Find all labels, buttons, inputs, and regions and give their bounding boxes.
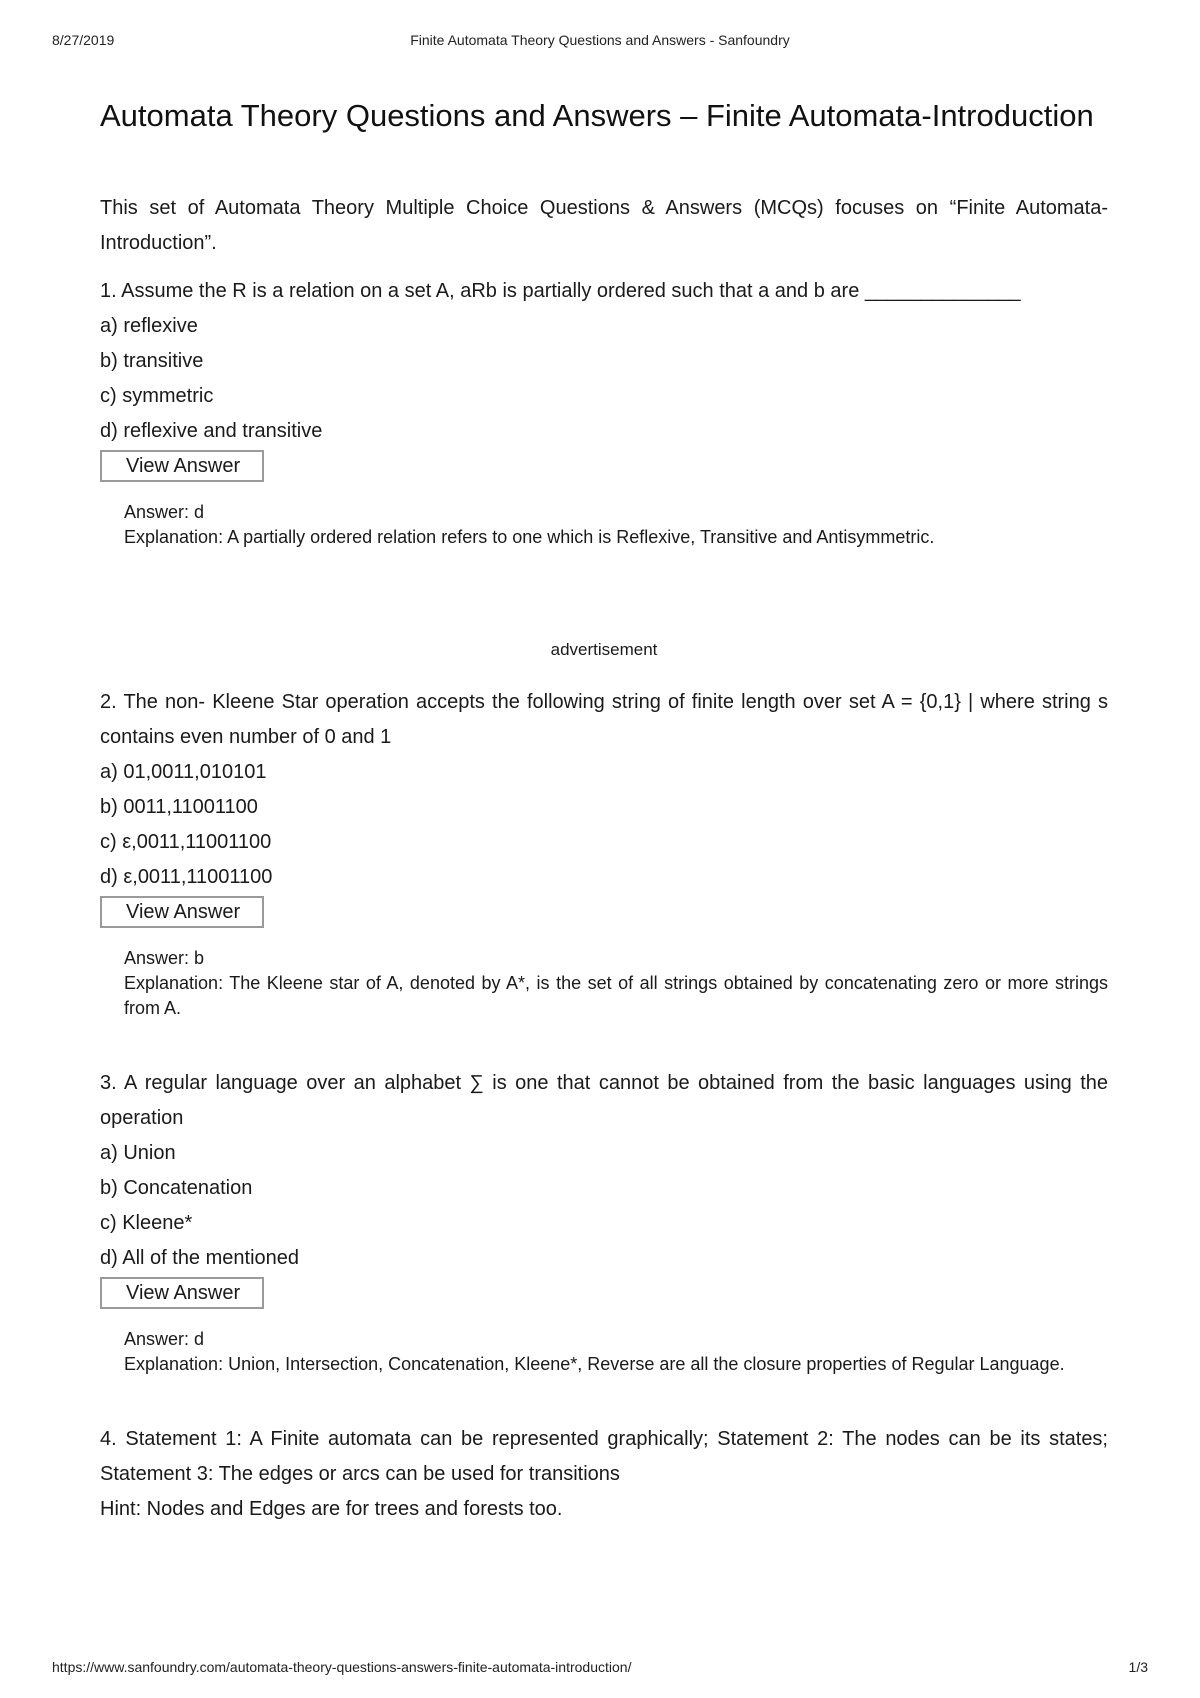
explanation-text: Explanation: The Kleene star of A, denoted by A*, is the set of all strings obtained by concatenating zero or more strings from A.: [124, 973, 1108, 1018]
answer-text: Answer: d: [124, 1329, 205, 1349]
answer-text: Answer: d: [124, 502, 205, 522]
advertisement-label: advertisement: [550, 640, 658, 659]
question-text: 1. Assume the R is a relation on a set A, aRb is partially ordered such that a and b are ______________: [100, 280, 1021, 302]
article-title: Automata Theory Questions and Answers – Finite Automata-Introduction: [100, 98, 1094, 133]
view-answer-button[interactable]: View Answer: [100, 1277, 264, 1309]
print-date: 8/27/2019: [52, 32, 115, 48]
option-a: a) reflexive: [100, 315, 198, 337]
option-c: c) Kleene*: [100, 1212, 193, 1234]
option-a: a) Union: [100, 1142, 176, 1164]
explanation-text: Explanation: Union, Intersection, Concatenation, Kleene*, Reverse are all the closure properties of Regular Language.: [124, 1354, 1065, 1374]
question-1: [100, 274, 1108, 550]
question-text: 4. Statement 1: A Finite automata can be represented graphically; Statement 2: The nodes can be its states; Statement 3: The edges or arcs can be used for transitions: [100, 1428, 1108, 1485]
option-c: c) symmetric: [100, 385, 214, 407]
question-2: [100, 685, 1108, 1021]
question-3: [100, 1066, 1108, 1377]
answer-text: Answer: b: [124, 948, 205, 968]
answer-block: [124, 1327, 1108, 1377]
option-d: d) reflexive and transitive: [100, 420, 323, 442]
view-answer-button[interactable]: View Answer: [100, 450, 264, 482]
print-doc-title: Finite Automata Theory Questions and Answers - Sanfoundry: [410, 32, 790, 48]
option-a: a) 01,0011,010101: [100, 761, 267, 783]
article-intro: This set of Automata Theory Multiple Choice Questions & Answers (MCQs) focuses on “Finite Automata-Introduction”.: [100, 197, 1108, 254]
option-b: b) 0011,11001100: [100, 796, 258, 818]
question-4: [100, 1422, 1108, 1527]
print-footer: [52, 1659, 1148, 1679]
view-answer-button[interactable]: View Answer: [100, 896, 264, 928]
print-header: [52, 32, 1148, 52]
option-d: d) ε,0011,11001100: [100, 866, 273, 888]
question-text: 2. The non- Kleene Star operation accepts the following string of finite length over set A = {0,1} | where string s contains even number of 0 and 1: [100, 691, 1108, 748]
article-content: [100, 96, 1108, 1527]
explanation-text: Explanation: A partially ordered relation refers to one which is Reflexive, Transitive and Antisymmetric.: [124, 527, 935, 547]
print-url: https://www.sanfoundry.com/automata-theory-questions-answers-finite-automata-introduction/: [52, 1659, 632, 1675]
answer-block: [124, 946, 1108, 1021]
hint-text: Hint: Nodes and Edges are for trees and forests too.: [100, 1498, 563, 1520]
option-c: c) ε,0011,11001100: [100, 831, 272, 853]
question-text: 3. A regular language over an alphabet ∑ is one that cannot be obtained from the basic languages using the operation: [100, 1072, 1108, 1129]
page-number: 1/3: [1128, 1659, 1148, 1675]
option-b: b) transitive: [100, 350, 204, 372]
option-b: b) Concatenation: [100, 1177, 253, 1199]
option-d: d) All of the mentioned: [100, 1247, 300, 1269]
answer-block: [124, 500, 1108, 550]
